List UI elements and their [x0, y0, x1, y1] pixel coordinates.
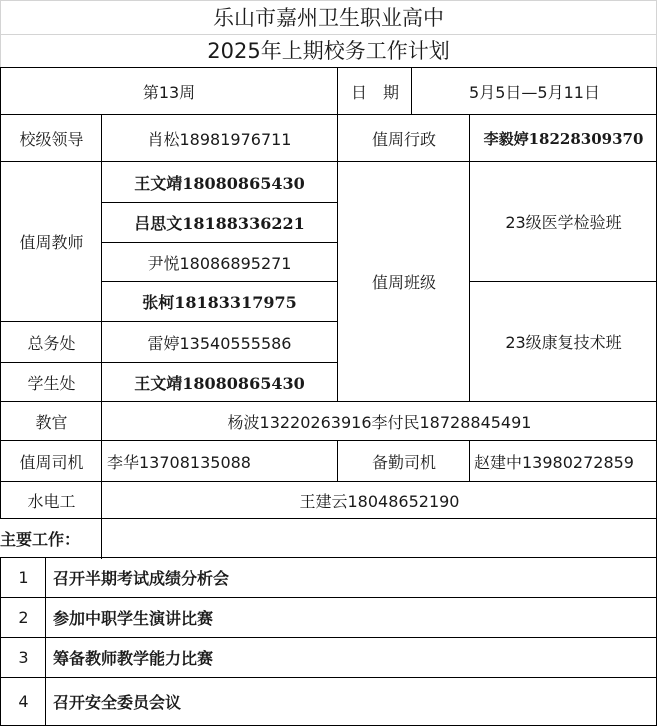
- work-item-text: 召开安全委员会议: [53, 693, 182, 712]
- work-item-text: 召开半期考试成绩分析会: [53, 569, 230, 588]
- table-border: [0, 557, 1, 726]
- table-border: [337, 114, 338, 402]
- date-label: 日 期: [350, 82, 399, 102]
- duty-driver-label: 值周司机: [19, 452, 84, 472]
- duty-admin-value: 李毅婷18228309370: [483, 129, 644, 148]
- document-subtitle: 2025年上期校务工作计划: [207, 39, 450, 63]
- duty-teacher-3: 尹悦18086895271: [147, 253, 292, 273]
- duty-teacher-2: 吕思文18188336221: [134, 214, 305, 233]
- table-border: [101, 114, 102, 402]
- student-office-label: 学生处: [27, 373, 76, 393]
- table-border: [0, 597, 657, 598]
- table-border: [102, 242, 337, 243]
- work-item-text: 筹备教师教学能力比赛: [53, 649, 214, 668]
- table-border: [0, 321, 337, 322]
- student-office-value: 王文靖18080865430: [134, 373, 305, 393]
- duty-teacher-4: 张柯18183317975: [142, 292, 297, 312]
- table-border: [0, 67, 657, 68]
- table-border: [337, 67, 338, 115]
- table-border: [0, 114, 657, 115]
- table-border: [469, 440, 470, 482]
- table-border: [0, 401, 657, 402]
- work-item-number: 3: [18, 648, 29, 667]
- duty-class-1: 23级医学检验班: [505, 212, 622, 232]
- backup-driver-value: 赵建中13980272859: [474, 452, 634, 472]
- table-border: [0, 557, 657, 558]
- table-border: [0, 518, 657, 519]
- table-border: [0, 637, 657, 638]
- backup-driver-label: 备勤司机: [371, 452, 436, 472]
- duty-teachers-label: 值周教师: [19, 232, 84, 252]
- work-item-number: 4: [18, 692, 29, 711]
- document-title: 乐山市嘉州卫生职业高中: [213, 6, 444, 30]
- work-item-number: 2: [18, 608, 29, 627]
- date-value: 5月5日—5月11日: [469, 82, 600, 102]
- header-gridline-top: [0, 0, 657, 1]
- general-affairs-value: 雷婷13540555586: [147, 333, 292, 353]
- table-border: [45, 557, 46, 726]
- instructor-value: 杨波13220263916李付民18728845491: [227, 412, 532, 432]
- table-border: [0, 677, 657, 678]
- leader-value: 肖松18981976711: [147, 129, 292, 149]
- table-border: [0, 440, 657, 441]
- main-work-blank: [103, 519, 656, 557]
- table-border: [0, 67, 1, 519]
- week-cell: 第13周: [142, 82, 196, 102]
- general-affairs-label: 总务处: [27, 333, 76, 353]
- duty-class-label: 值周班级: [371, 273, 436, 292]
- duty-driver-value: 李华13708135088: [107, 452, 251, 472]
- table-border: [411, 67, 412, 115]
- table-border: [0, 362, 337, 363]
- table-border: [0, 161, 657, 162]
- table-border: [470, 281, 657, 282]
- table-border: [102, 202, 337, 203]
- utilities-value: 王建云18048652190: [299, 491, 460, 511]
- duty-admin-label: 值周行政: [371, 129, 436, 149]
- leader-label: 校级领导: [19, 129, 84, 149]
- table-border: [102, 281, 337, 282]
- table-border: [101, 401, 102, 559]
- table-border: [469, 114, 470, 402]
- instructor-label: 教官: [35, 412, 68, 432]
- utilities-label: 水电工: [27, 491, 76, 511]
- table-border: [0, 481, 657, 482]
- duty-class-2: 23级康复技术班: [505, 333, 622, 352]
- main-work-label: 主要工作：: [0, 529, 81, 549]
- table-border: [337, 440, 338, 482]
- duty-teacher-1: 王文靖18080865430: [134, 173, 305, 193]
- work-item-number: 1: [18, 568, 29, 587]
- work-item-text: 参加中职学生演讲比赛: [53, 609, 214, 628]
